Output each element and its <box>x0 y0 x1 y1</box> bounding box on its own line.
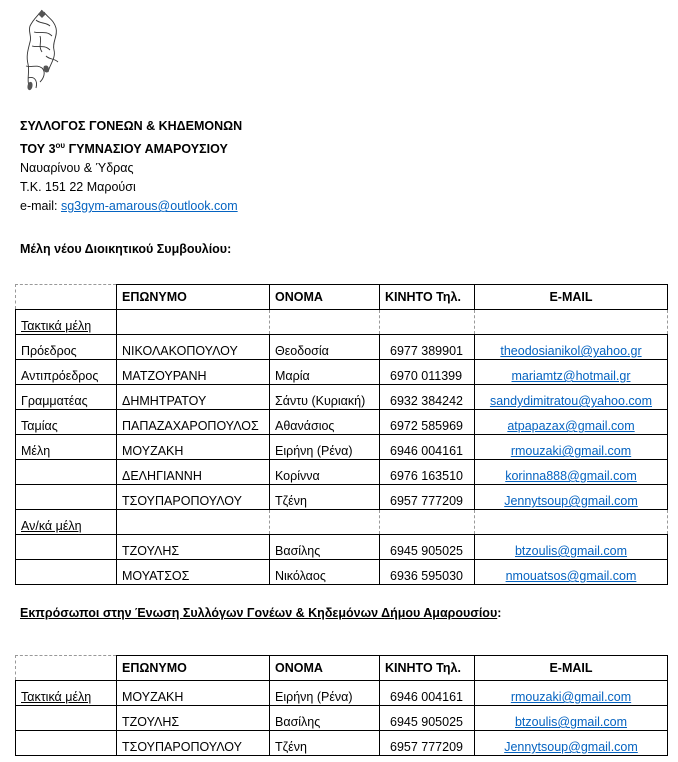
phone-cell: 6936 595030 <box>380 560 475 585</box>
role-cell: Πρόεδρος <box>16 335 117 360</box>
table-row <box>16 535 668 560</box>
email-link[interactable]: Jennytsoup@gmail.com <box>504 494 638 508</box>
email-link[interactable]: mariamtz@hotmail.gr <box>511 369 631 383</box>
role-cell <box>16 560 117 585</box>
email-link[interactable]: btzoulis@gmail.com <box>514 544 628 558</box>
name-cell: Βασίλης <box>270 706 380 731</box>
email-cell <box>475 706 668 731</box>
phone-cell: 6977 389901 <box>380 335 475 360</box>
email-link[interactable]: nmouatsos@gmail.com <box>505 569 637 583</box>
column-header-name: ΟΝΟΜΑ <box>270 285 380 310</box>
name-cell: Ειρήνη (Ρένα) <box>270 435 380 460</box>
name-cell: Αθανάσιος <box>270 410 380 435</box>
surname-cell: ΔΕΛΗΓΙΑΝΝΗ <box>117 460 270 485</box>
phone-cell: 6957 777209 <box>380 731 475 756</box>
name-cell: Ειρήνη (Ρένα) <box>270 681 380 706</box>
group-row-alternate <box>16 510 668 535</box>
email-cell <box>475 385 668 410</box>
role-cell <box>16 460 117 485</box>
surname-cell: ΤΖΟΥΛΗΣ <box>117 535 270 560</box>
org-name-line2: ΤΟΥ $3^{o\upsilon}$ ΓΥΜΝΑΣΙΟΥ ΑΜΑΡΟΥΣΙΟΥ <box>20 141 228 157</box>
email-cell <box>475 410 668 435</box>
email-link[interactable]: btzoulis@gmail.com <box>514 715 628 729</box>
phone-cell: 6945 905025 <box>380 535 475 560</box>
surname-cell: ΤΖΟΥΛΗΣ <box>117 706 270 731</box>
email-link[interactable]: korinna888@gmail.com <box>505 469 637 483</box>
role-cell <box>16 706 117 731</box>
email-link[interactable]: sandydimitratou@yahoo.com <box>489 394 653 408</box>
column-header-phone: ΚΙΝΗΤΟ Τηλ. <box>380 285 475 310</box>
phone-cell: 6945 905025 <box>380 706 475 731</box>
table-row <box>16 360 668 385</box>
phone-cell: 6970 011399 <box>380 360 475 385</box>
name-cell: Τζένη <box>270 485 380 510</box>
column-header-surname: ΕΠΩΝΥΜΟ <box>117 656 270 681</box>
role-cell: Αντιπρόεδρος <box>16 360 117 385</box>
role-cell: Ταμίας <box>16 410 117 435</box>
email-cell <box>475 360 668 385</box>
group-label: Τακτικά μέλη <box>16 681 117 706</box>
email-link[interactable]: theodosianikol@yahoo.gr <box>500 344 642 358</box>
email-cell <box>475 460 668 485</box>
name-cell: Τζένη <box>270 731 380 756</box>
email-link[interactable]: Jennytsoup@gmail.com <box>504 740 638 754</box>
name-cell: Βασίλης <box>270 535 380 560</box>
role-cell <box>16 485 117 510</box>
table-row <box>16 706 668 731</box>
board-members-table <box>15 284 668 585</box>
email-cell <box>475 681 668 706</box>
org-address: Ναυαρίνου & Ύδρας <box>20 161 134 176</box>
name-cell: Θεοδοσία <box>270 335 380 360</box>
table-row <box>16 681 668 706</box>
phone-cell: 6946 004161 <box>380 681 475 706</box>
table-row <box>16 560 668 585</box>
email-cell <box>475 335 668 360</box>
organization-header <box>20 117 242 216</box>
column-header-surname: ΕΠΩΝΥΜΟ <box>117 285 270 310</box>
email-link[interactable]: rmouzaki@gmail.com <box>510 690 632 704</box>
surname-cell: ΜΟΥΑΤΣΟΣ <box>117 560 270 585</box>
role-cell: Γραμματέας <box>16 385 117 410</box>
org-name-line1: ΣΥΛΛΟΓΟΣ ΓΟΝΕΩΝ & ΚΗΔΕΜΟΝΩΝ <box>20 119 243 133</box>
table-row <box>16 435 668 460</box>
email-cell <box>475 535 668 560</box>
column-header-email: E-MAIL <box>475 285 668 310</box>
email-cell <box>475 560 668 585</box>
surname-cell: ΤΣΟΥΠΑΡΟΠΟΥΛΟΥ <box>117 485 270 510</box>
association-logo <box>20 6 68 96</box>
email-cell <box>475 485 668 510</box>
header-empty-cell <box>16 656 117 681</box>
surname-cell: ΜΟΥΖΑΚΗ <box>117 681 270 706</box>
table-row <box>16 385 668 410</box>
email-cell <box>475 435 668 460</box>
org-email-line: e-mail: sg3gym-amarous@outlook.com <box>20 199 238 214</box>
group-row-regular <box>16 310 668 335</box>
surname-cell: ΤΣΟΥΠΑΡΟΠΟΥΛΟΥ <box>117 731 270 756</box>
phone-cell: 6932 384242 <box>380 385 475 410</box>
name-cell: Κορίννα <box>270 460 380 485</box>
column-header-email: E-MAIL <box>475 656 668 681</box>
group-label: Τακτικά μέλη <box>16 310 117 335</box>
email-link[interactable]: atpapazax@gmail.com <box>507 419 635 433</box>
surname-cell: ΔΗΜΗΤΡΑΤΟΥ <box>117 385 270 410</box>
phone-cell: 6946 004161 <box>380 435 475 460</box>
phone-cell: 6972 585969 <box>380 410 475 435</box>
surname-cell: ΠΑΠΑΖΑΧΑΡΟΠΟΥΛΟΣ <box>117 410 270 435</box>
surname-cell: ΜΟΥΖΑΚΗ <box>117 435 270 460</box>
header-empty-cell <box>16 285 117 310</box>
table-row <box>16 335 668 360</box>
email-link[interactable]: rmouzaki@gmail.com <box>510 444 632 458</box>
surname-cell: ΜΑΤΖΟΥΡΑΝΗ <box>117 360 270 385</box>
role-cell <box>16 535 117 560</box>
column-header-phone: ΚΙΝΗΤΟ Τηλ. <box>380 656 475 681</box>
group-label: Αν/κά μέλη <box>16 510 117 535</box>
surname-cell: ΝΙΚΟΛΑΚΟΠΟΥΛΟΥ <box>117 335 270 360</box>
board-section-title: Μέλη νέου Διοικητικού Συμβουλίου: <box>20 242 232 256</box>
table-row <box>16 460 668 485</box>
org-postal: Τ.Κ. 151 22 Μαρούσι <box>20 180 136 195</box>
table-header-row <box>16 285 668 310</box>
name-cell: Σάντυ (Κυριακή) <box>270 385 380 410</box>
table-row <box>16 485 668 510</box>
email-cell <box>475 731 668 756</box>
representatives-section-title: Εκπρόσωποι στην Ένωση Συλλόγων Γονέων & Κηδεμόνων Δήμου Αμαρουσίου: <box>20 606 502 620</box>
phone-cell: 6976 163510 <box>380 460 475 485</box>
table-row <box>16 410 668 435</box>
table-row <box>16 731 668 756</box>
name-cell: Μαρία <box>270 360 380 385</box>
role-cell <box>16 731 117 756</box>
name-cell: Νικόλαος <box>270 560 380 585</box>
phone-cell: 6957 777209 <box>380 485 475 510</box>
org-email-link[interactable]: sg3gym-amarous@outlook.com <box>60 199 238 214</box>
column-header-name: ΟΝΟΜΑ <box>270 656 380 681</box>
representatives-table <box>15 655 668 756</box>
role-cell: Μέλη <box>16 435 117 460</box>
table-header-row <box>16 656 668 681</box>
